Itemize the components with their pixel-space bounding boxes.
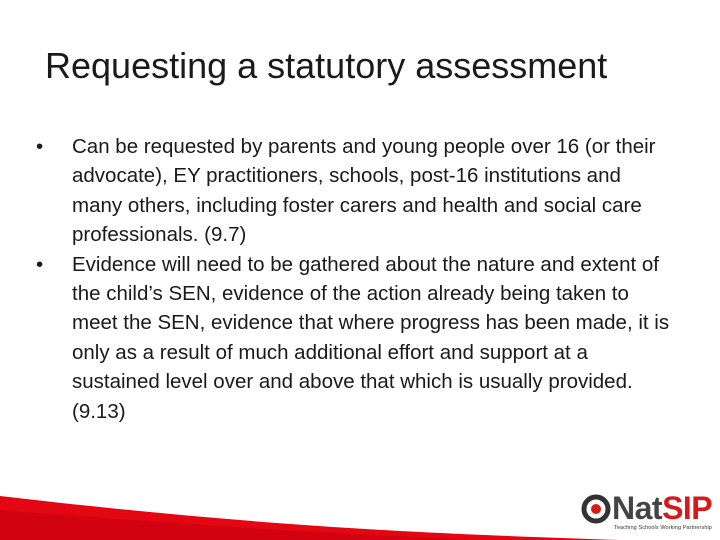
bullet-point-icon: •: [36, 135, 44, 158]
logo-sip-text: SIP: [662, 490, 713, 526]
natsip-logo: [580, 488, 712, 536]
logo-wordmark: [612, 488, 712, 528]
circle-ring-icon: [580, 493, 612, 525]
footer-band: [0, 480, 720, 540]
logo-nat-text: Nat: [612, 490, 663, 526]
bullet-point-icon: •: [36, 252, 44, 276]
bullet-list: [36, 132, 676, 426]
bullet-item-evidence: [36, 250, 676, 426]
logo-tagline: Teaching Schools Working Partnership: [614, 525, 712, 531]
bullet-text-evidence: Evidence will need to be gathered about the nature and extent of the child’s SEN, evidence of the action already being taken to meet the SEN, evidence that where progress has been made, it is only as a result of much additional effort and support at a sustained level over and above that which is usually provided. (9.13): [72, 252, 670, 423]
bullet-text-request: Can be requested by parents and young people over 16 (or their advocate), EY practitioners, schools, post-16 institutions and many others, including foster carers and health and social care professionals. (9.7): [72, 135, 656, 247]
slide-title: Requesting a statutory assessment: [45, 45, 608, 86]
bullet-item-request: [36, 132, 676, 250]
slide-content: [36, 132, 676, 426]
